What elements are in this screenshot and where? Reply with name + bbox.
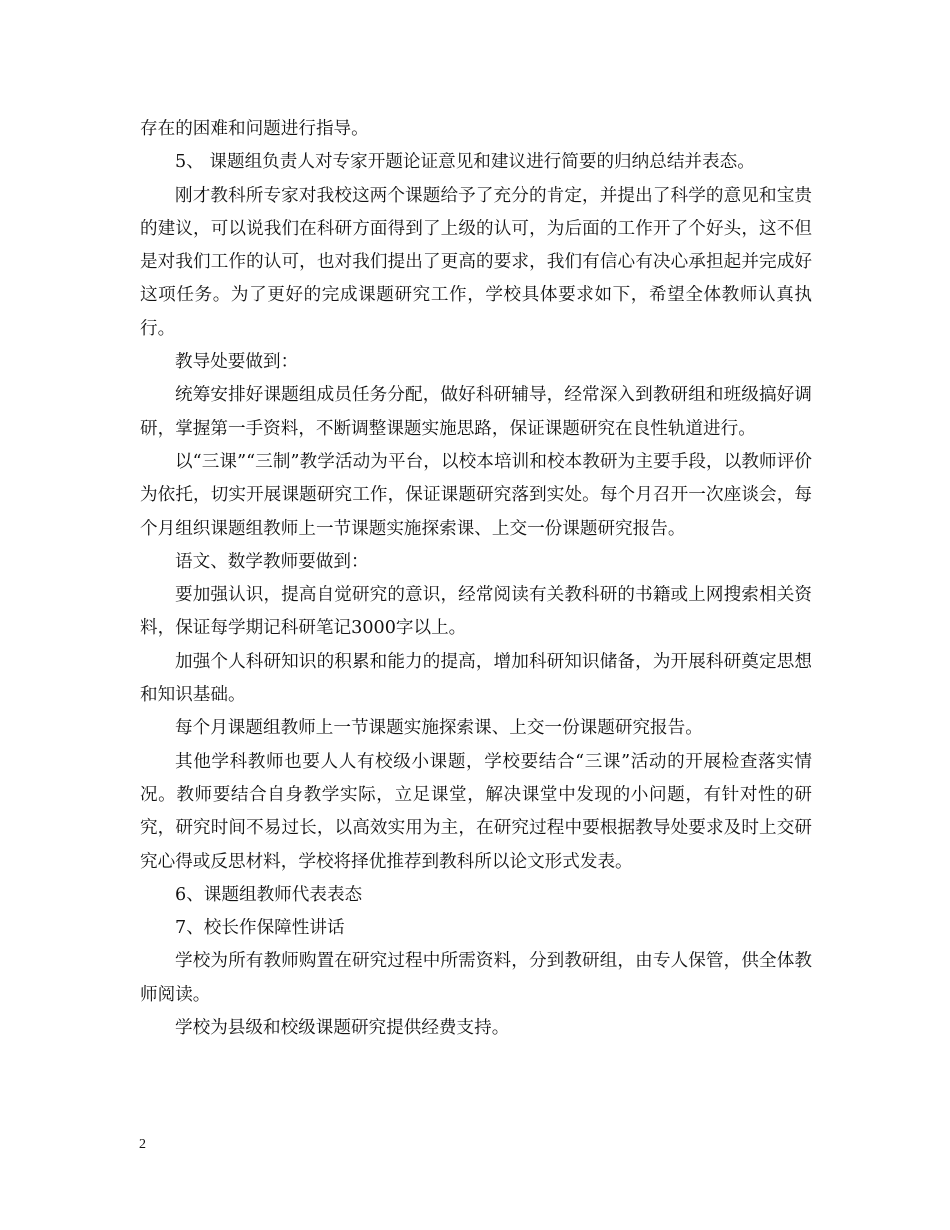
paragraph-expert-affirmation: 刚才教科所专家对我校这两个课题给予了充分的肯定，并提出了科学的意见和宝贵的建议，可以说我们在科研方面得到了上级的认可，为后面的工作开了个好头，这不但是对我们工作的认可，也对我们提出了更高的要求，我们有信心有决心承担起并完成好这项任务。为了更好的完成课题研究工作，学校具体要求如下，希望全体教师认真执行。 xyxy=(140,185,812,339)
page-body xyxy=(140,113,812,1045)
paragraph-funding: 学校为县级和校级课题研究提供经费支持。 xyxy=(175,1018,510,1039)
paragraph-heading-teaching-office: 教导处要做到： xyxy=(175,352,299,373)
paragraph-other-subjects: 其他学科教师也要人人有校级小课题，学校要结合“三课”活动的开展检查落实情况。教师要结合自身教学实际，立足课堂，解决课堂中发现的小问题，有针对性的研究，研究时间不易过长，以高效实用为主，在研究过程中要根据教导处要求及时上交研究心得或反思材料，学校将择优推荐到教科所以论文形式发表。 xyxy=(140,751,812,872)
paragraph-continuation: 存在的困难和问题进行指导。 xyxy=(140,119,369,139)
paragraph-monthly-lesson: 每个月课题组教师上一节课题实施探索课、上交一份课题研究报告。 xyxy=(175,718,703,739)
paragraph-knowledge: 加强个人科研知识的积累和能力的提高，增加科研知识储备，为开展科研奠定思想和知识基础。 xyxy=(140,651,812,706)
paragraph-task-allocation: 统筹安排好课题组成员任务分配，做好科研辅导，经常深入到教研组和班级搞好调研，掌握第一手资料，不断调整课题实施思路，保证课题研究在良性轨道进行。 xyxy=(140,385,812,439)
paragraph-item-7: 7、校长作保障性讲话 xyxy=(175,918,345,939)
paragraph-item-6: 6、课题组教师代表表态 xyxy=(175,884,363,905)
paragraph-platform: 以“三课”“三制”教学活动为平台，以校本培训和校本教研为主要手段，以教师评价为依托，切实开展课题研究工作，保证课题研究落到实处。每个月召开一次座谈会，每个月组织课题组教师上一节课题实施探索课、上交一份课题研究报告。 xyxy=(140,451,812,539)
paragraph-awareness: 要加强认识，提高自觉研究的意识，经常阅读有关教科研的书籍或上网搜索相关资料，保证每学期记科研笔记3000字以上。 xyxy=(140,585,812,639)
paragraph-item-5: 5、 课题组负责人对专家开题论证意见和建议进行简要的归纳总结并表态。 xyxy=(175,152,755,173)
page-number: 2 xyxy=(139,1137,146,1152)
paragraph-materials: 学校为所有教师购置在研究过程中所需资料，分到教研组，由专人保管，供全体教师阅读。 xyxy=(140,951,812,1005)
paragraph-heading-teachers: 语文、数学教师要做到： xyxy=(175,551,369,572)
